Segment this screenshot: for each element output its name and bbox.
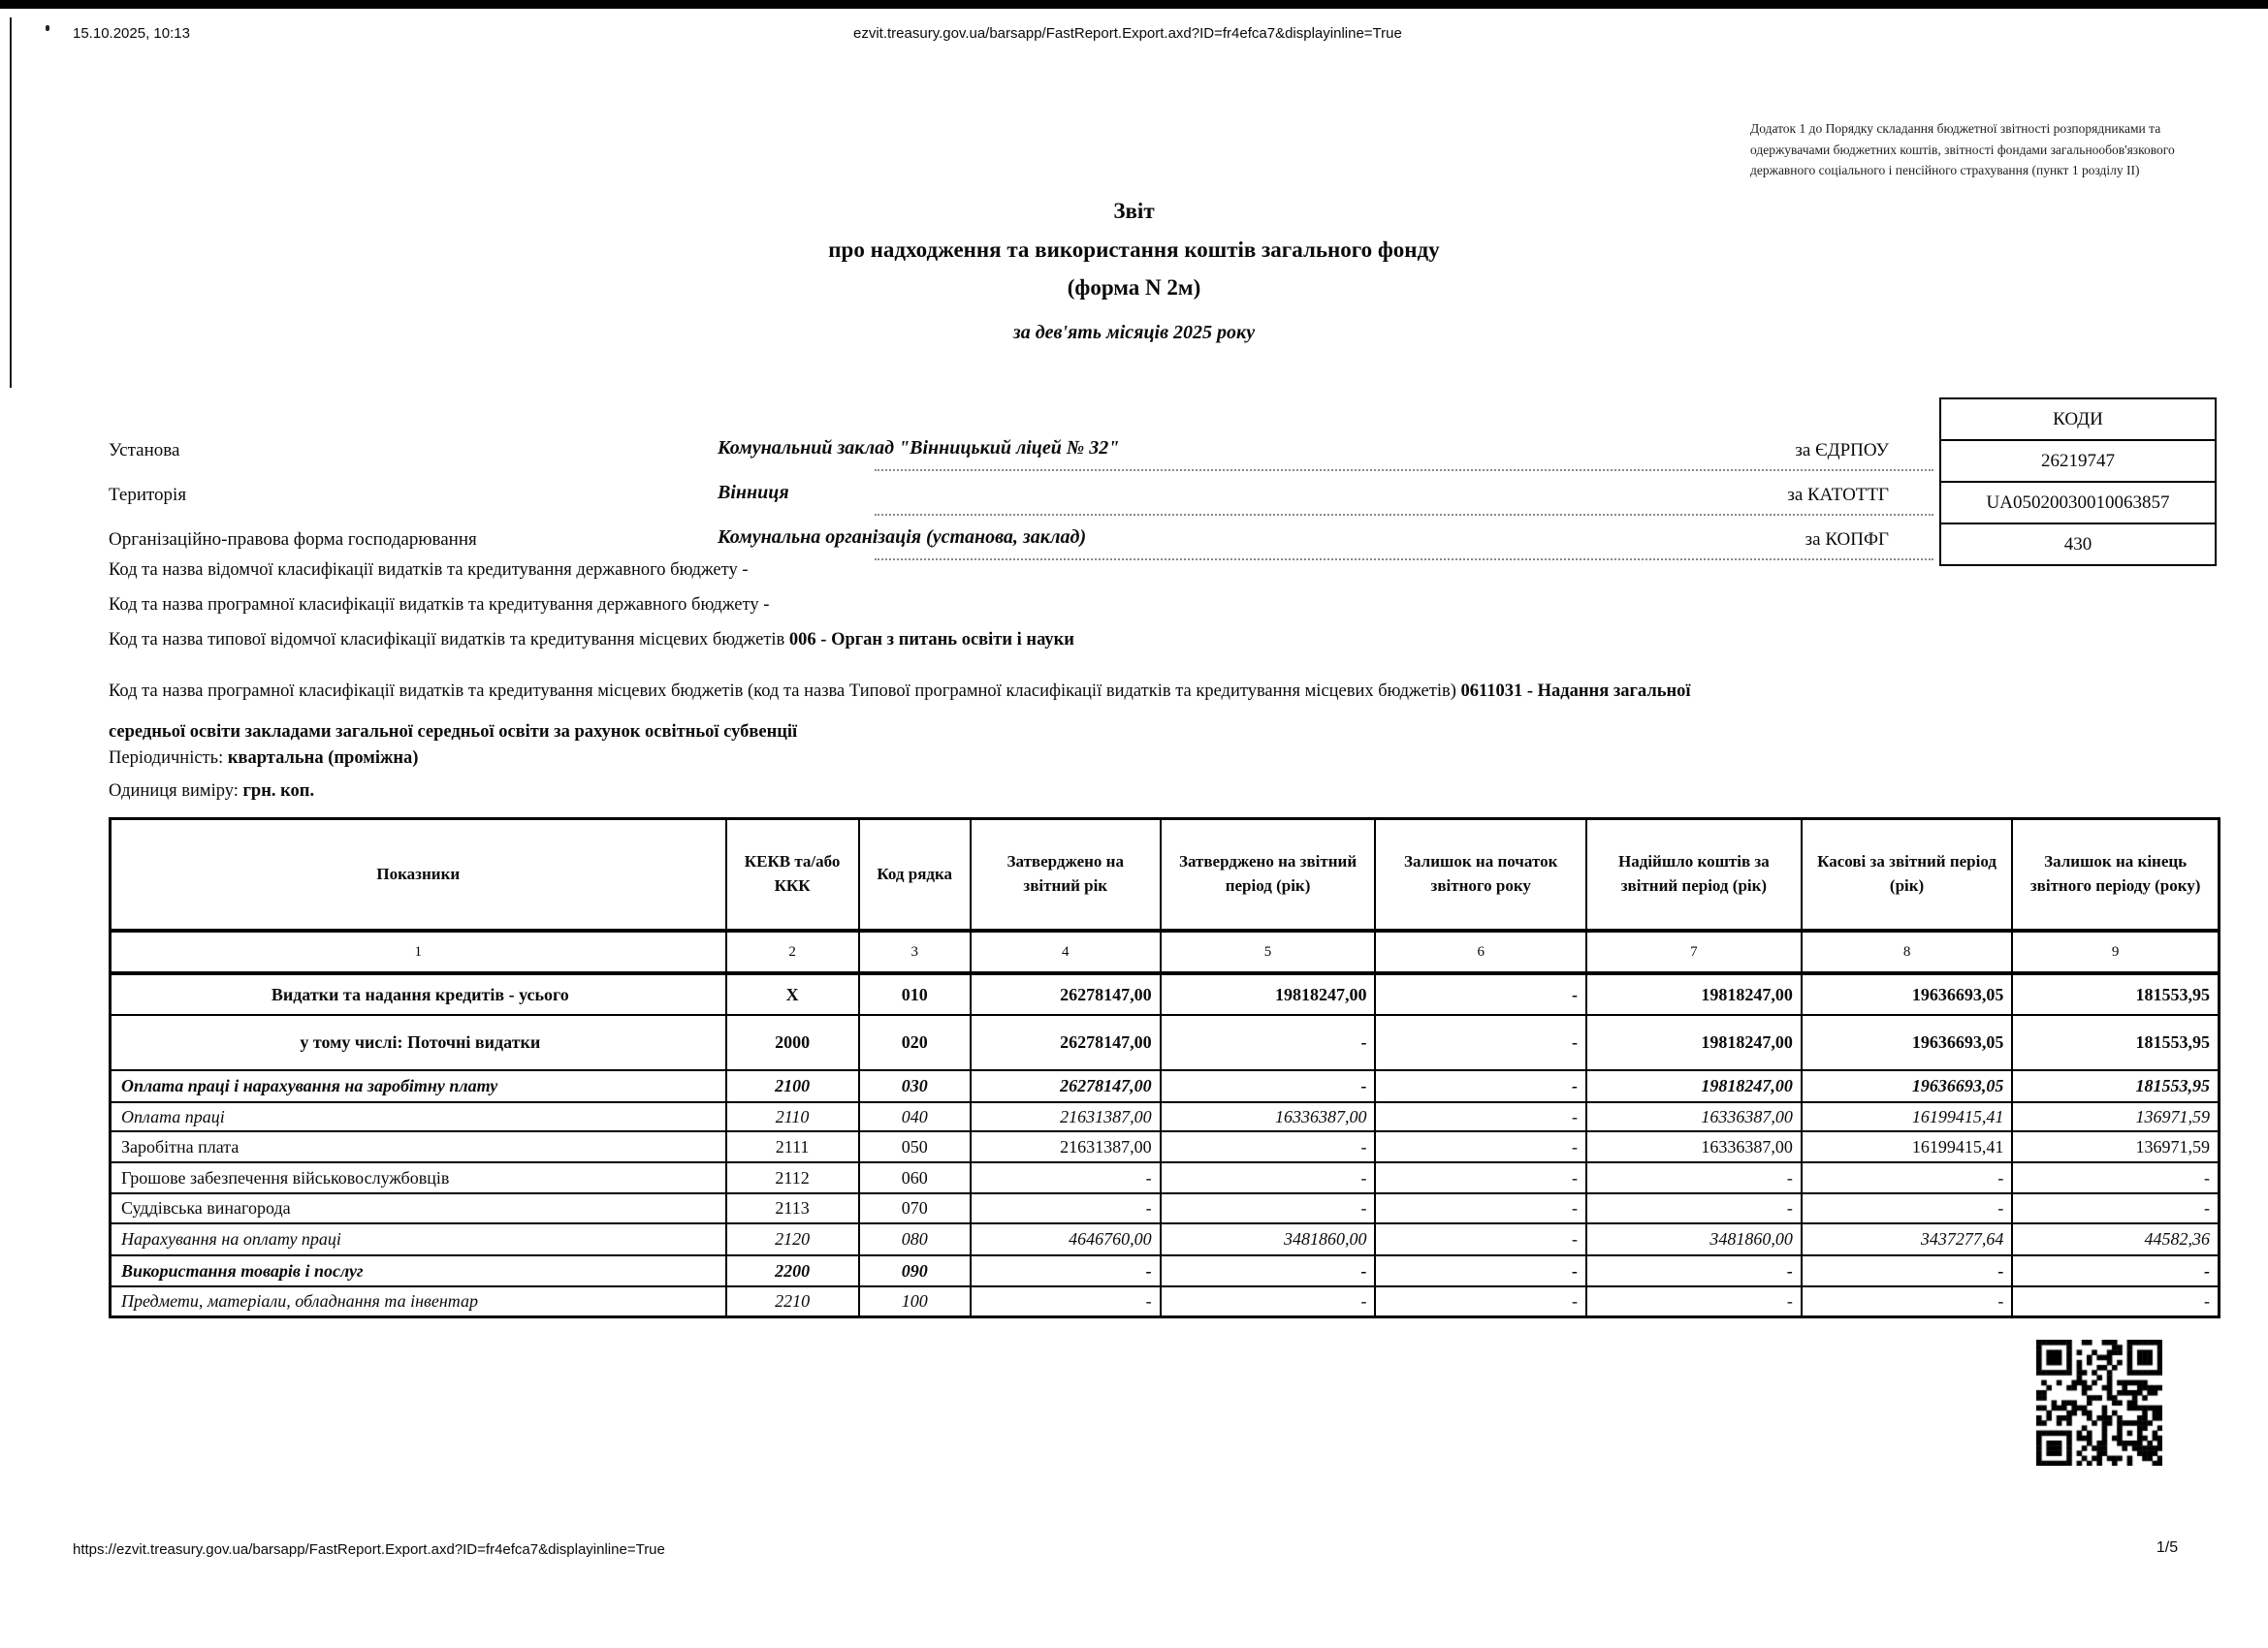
- cell-value: 16199415,41: [1802, 1131, 2013, 1162]
- cell-value: -: [1375, 1255, 1586, 1286]
- unit-line: [109, 781, 314, 802]
- cell-row-code: 010: [859, 973, 971, 1015]
- cell-row-code: 070: [859, 1193, 971, 1223]
- cell-value: -: [1375, 1193, 1586, 1223]
- table-column-number: 2: [726, 931, 859, 973]
- codes-box: [1939, 397, 2217, 566]
- table-column-number: 7: [1586, 931, 1802, 973]
- table-header-cell: Затверджено на звітний рік: [971, 819, 1161, 932]
- cell-value: -: [971, 1162, 1161, 1193]
- requisite-underline: [875, 514, 1933, 516]
- cell-value: -: [1802, 1286, 2013, 1316]
- cell-value: -: [1586, 1286, 1802, 1316]
- classification-line: [109, 560, 1815, 581]
- cell-kekv: 2110: [726, 1102, 859, 1131]
- cell-value: -: [1802, 1162, 2013, 1193]
- cell-row-code: 090: [859, 1255, 971, 1286]
- table-column-number: 9: [2012, 931, 2219, 973]
- table-header-cell: Залишок на початок звітного року: [1375, 819, 1586, 932]
- cell-value: -: [1161, 1070, 1376, 1102]
- table-column-number: 1: [111, 931, 726, 973]
- table-row: [111, 1015, 2220, 1070]
- periodicity-value: квартальна (проміжна): [227, 748, 419, 768]
- table-header-cell: Касові за звітний період (рік): [1802, 819, 2013, 932]
- cell-value: -: [1586, 1162, 1802, 1193]
- table-row: [111, 1286, 2220, 1316]
- table-row: [111, 1131, 2220, 1162]
- requisite-label: Організаційно-правова форма господарювання: [109, 529, 477, 550]
- cell-value: -: [1586, 1193, 1802, 1223]
- print-footer-url: https://ezvit.treasury.gov.ua/barsapp/FastReport.Export.axd?ID=fr4efca7&displayinline=True: [73, 1541, 665, 1558]
- print-header-url: ezvit.treasury.gov.ua/barsapp/FastReport.Export.axd?ID=fr4efca7&displayinline=True: [853, 25, 1402, 42]
- table-row: [111, 1162, 2220, 1193]
- table-column-number: 6: [1375, 931, 1586, 973]
- classification-line-text: Код та назва програмної класифікації видатків та кредитування державного бюджету -: [109, 595, 770, 615]
- print-footer-page-indicator: 1/5: [2156, 1539, 2179, 1556]
- table-row: [111, 973, 2220, 1015]
- cell-kekv: 2120: [726, 1223, 859, 1255]
- requisite-code-label: за КАТОТТГ: [1787, 485, 1889, 505]
- cell-value: 19636693,05: [1802, 1015, 2013, 1070]
- cell-kekv: 2000: [726, 1015, 859, 1070]
- cell-value: 19636693,05: [1802, 1070, 2013, 1102]
- cell-row-code: 080: [859, 1223, 971, 1255]
- report-table-wrap: [109, 817, 2220, 1318]
- classification-line: [109, 595, 1815, 616]
- cell-value: 19818247,00: [1586, 973, 1802, 1015]
- cell-value: -: [1375, 1223, 1586, 1255]
- table-column-number: 5: [1161, 931, 1376, 973]
- program-classification-text2: місцевих бюджетів): [1304, 681, 1461, 701]
- cell-value: -: [1375, 1070, 1586, 1102]
- cell-value: 181553,95: [2012, 1015, 2219, 1070]
- requisite-label: Територія: [109, 485, 187, 505]
- classification-line-text: Код та назва типової відомчої класифікації видатків та кредитування місцевих бюджетів: [109, 630, 789, 650]
- annotation-note: Додаток 1 до Порядку складання бюджетної звітності розпорядниками та одержувачами бюджетних коштів, звітності фондами загальнообов'язкового державного соціального і пенсійного страхування (пункт 1 розділу ІІ): [1750, 121, 2175, 178]
- cell-row-code: 060: [859, 1162, 971, 1193]
- requisite-row: [109, 434, 2220, 479]
- cell-indicator: Суддівська винагорода: [111, 1193, 726, 1223]
- unit-value: грн. коп.: [242, 781, 315, 801]
- cell-value: -: [1161, 1286, 1376, 1316]
- table-header-cell: Надійшло коштів за звітний період (рік): [1586, 819, 1802, 932]
- cell-value: -: [1375, 1131, 1586, 1162]
- table-column-number: 3: [859, 931, 971, 973]
- cell-value: 136971,59: [2012, 1131, 2219, 1162]
- cell-value: 19818247,00: [1586, 1015, 1802, 1070]
- table-header-row: [111, 819, 2220, 932]
- cell-row-code: 050: [859, 1131, 971, 1162]
- requisite-value: Комунальний заклад "Вінницький ліцей № 32": [718, 437, 1120, 459]
- unit-label: Одиниця виміру:: [109, 781, 243, 801]
- cell-indicator: Оплата праці і нарахування на заробітну плату: [111, 1070, 726, 1102]
- codes-header: КОДИ: [2053, 408, 2103, 429]
- table-row: [111, 1223, 2220, 1255]
- cell-value: 3481860,00: [1586, 1223, 1802, 1255]
- code-value: 26219747: [1941, 439, 2215, 481]
- requisites-section: [109, 434, 2220, 568]
- requisite-label: Установа: [109, 440, 180, 460]
- requisite-value: Комунальна організація (установа, заклад): [718, 526, 1087, 548]
- cell-indicator: Використання товарів і послуг: [111, 1255, 726, 1286]
- requisite-row: [109, 479, 2220, 523]
- periodicity-label: Періодичність:: [109, 748, 228, 768]
- report-title-block: [0, 199, 2268, 344]
- cell-kekv: 2113: [726, 1193, 859, 1223]
- table-row: [111, 1102, 2220, 1131]
- classification-line: [109, 630, 1815, 650]
- cell-value: 19818247,00: [1161, 973, 1376, 1015]
- cell-value: 3437277,64: [1802, 1223, 2013, 1255]
- qr-code: [2036, 1340, 2162, 1466]
- program-classification-text: Код та назва програмної класифікації видатків та кредитування місцевих бюджетів (код та назва Типової програмної класифікації видатків та кредитування: [109, 681, 1305, 701]
- table-row: [111, 1255, 2220, 1286]
- cell-value: -: [1802, 1193, 2013, 1223]
- cell-indicator: Заробітна плата: [111, 1131, 726, 1162]
- cell-kekv: 2112: [726, 1162, 859, 1193]
- cell-row-code: 020: [859, 1015, 971, 1070]
- cell-value: -: [1586, 1255, 1802, 1286]
- cell-value: -: [1161, 1193, 1376, 1223]
- cell-row-code: 030: [859, 1070, 971, 1102]
- program-classification-code: 0611031 - Надання загальної середньої освіти закладами загальної середньої освіти за рахунок освітньої субвенції: [109, 681, 1691, 742]
- requisite-value: Вінниця: [718, 482, 789, 503]
- cell-value: 26278147,00: [971, 1070, 1161, 1102]
- report-title: Звіт: [1113, 199, 1155, 223]
- requisite-code-label: за КОПФГ: [1805, 529, 1889, 550]
- table-column-number: 4: [971, 931, 1161, 973]
- report-form-name: (форма N 2м): [1067, 275, 1201, 300]
- table-header-cell: Код рядка: [859, 819, 971, 932]
- cell-value: -: [2012, 1193, 2219, 1223]
- cell-value: 16336387,00: [1161, 1102, 1376, 1131]
- cell-value: -: [2012, 1286, 2219, 1316]
- cell-value: 181553,95: [2012, 973, 2219, 1015]
- cell-kekv: 2200: [726, 1255, 859, 1286]
- periodicity-line: [109, 748, 418, 769]
- report-table: [109, 817, 2220, 1318]
- table-header-cell: Залишок на кінець звітного періоду (року): [2012, 819, 2219, 932]
- code-value: 430: [1941, 523, 2215, 564]
- cell-value: 19636693,05: [1802, 973, 2013, 1015]
- cell-value: -: [1375, 1102, 1586, 1131]
- cell-value: -: [971, 1286, 1161, 1316]
- cell-value: 16336387,00: [1586, 1131, 1802, 1162]
- report-period: за дев'ять місяців 2025 року: [1012, 322, 1256, 343]
- program-classification-paragraph: [109, 671, 1757, 752]
- cell-value: -: [1161, 1131, 1376, 1162]
- cell-value: -: [1161, 1015, 1376, 1070]
- cell-value: 3481860,00: [1161, 1223, 1376, 1255]
- cell-value: -: [971, 1193, 1161, 1223]
- table-header-cell: КЕКВ та/або ККК: [726, 819, 859, 932]
- cell-value: -: [1161, 1255, 1376, 1286]
- table-row: [111, 1070, 2220, 1102]
- requisite-underline: [875, 469, 1933, 471]
- cell-value: 44582,36: [2012, 1223, 2219, 1255]
- cell-value: 21631387,00: [971, 1131, 1161, 1162]
- cell-kekv: X: [726, 973, 859, 1015]
- table-header-cell: Затверджено на звітний період (рік): [1161, 819, 1376, 932]
- table-header-cell: Показники: [111, 819, 726, 932]
- cell-value: -: [1375, 1162, 1586, 1193]
- cell-value: 21631387,00: [971, 1102, 1161, 1131]
- cell-value: -: [1375, 973, 1586, 1015]
- cell-value: 16199415,41: [1802, 1102, 2013, 1131]
- table-row: [111, 1193, 2220, 1223]
- cell-value: 26278147,00: [971, 1015, 1161, 1070]
- requisite-code-label: за ЄДРПОУ: [1795, 440, 1889, 460]
- cell-indicator: Грошове забезпечення військовослужбовців: [111, 1162, 726, 1193]
- cell-kekv: 2100: [726, 1070, 859, 1102]
- cell-value: -: [2012, 1162, 2219, 1193]
- classification-line-code: 006 - Орган з питань освіти і науки: [788, 630, 1074, 650]
- table-head: [111, 819, 2220, 974]
- code-value: UA05020030010063857: [1941, 481, 2215, 523]
- cell-kekv: 2210: [726, 1286, 859, 1316]
- table-column-number: 8: [1802, 931, 2013, 973]
- table-column-numbers-row: [111, 931, 2220, 973]
- classification-line-text: Код та назва відомчої класифікації видатків та кредитування державного бюджету -: [109, 560, 749, 580]
- cell-row-code: 100: [859, 1286, 971, 1316]
- cell-value: 16336387,00: [1586, 1102, 1802, 1131]
- cell-row-code: 040: [859, 1102, 971, 1131]
- classification-lines: [109, 560, 1815, 665]
- report-subtitle: про надходження та використання коштів загального фонду: [828, 238, 1440, 262]
- cell-value: 136971,59: [2012, 1102, 2219, 1131]
- cell-indicator: у тому числі: Поточні видатки: [111, 1015, 726, 1070]
- print-header-datetime: 15.10.2025, 10:13: [73, 25, 190, 42]
- cell-indicator: Предмети, матеріали, обладнання та інвентар: [111, 1286, 726, 1316]
- cell-value: -: [1375, 1015, 1586, 1070]
- cell-value: -: [971, 1255, 1161, 1286]
- table-body: [111, 973, 2220, 1316]
- cell-indicator: Оплата праці: [111, 1102, 726, 1131]
- cell-kekv: 2111: [726, 1131, 859, 1162]
- cell-value: 19818247,00: [1586, 1070, 1802, 1102]
- cell-value: -: [1802, 1255, 2013, 1286]
- cell-value: -: [2012, 1255, 2219, 1286]
- cell-indicator: Нарахування на оплату праці: [111, 1223, 726, 1255]
- cell-value: -: [1161, 1162, 1376, 1193]
- cell-value: 26278147,00: [971, 973, 1161, 1015]
- scan-artifact-top-bar: [0, 0, 2268, 9]
- cell-value: -: [1375, 1286, 1586, 1316]
- scan-artifact-speck: [46, 25, 49, 31]
- cell-indicator: Видатки та надання кредитів - усього: [111, 973, 726, 1015]
- cell-value: 4646760,00: [971, 1223, 1161, 1255]
- cell-value: 181553,95: [2012, 1070, 2219, 1102]
